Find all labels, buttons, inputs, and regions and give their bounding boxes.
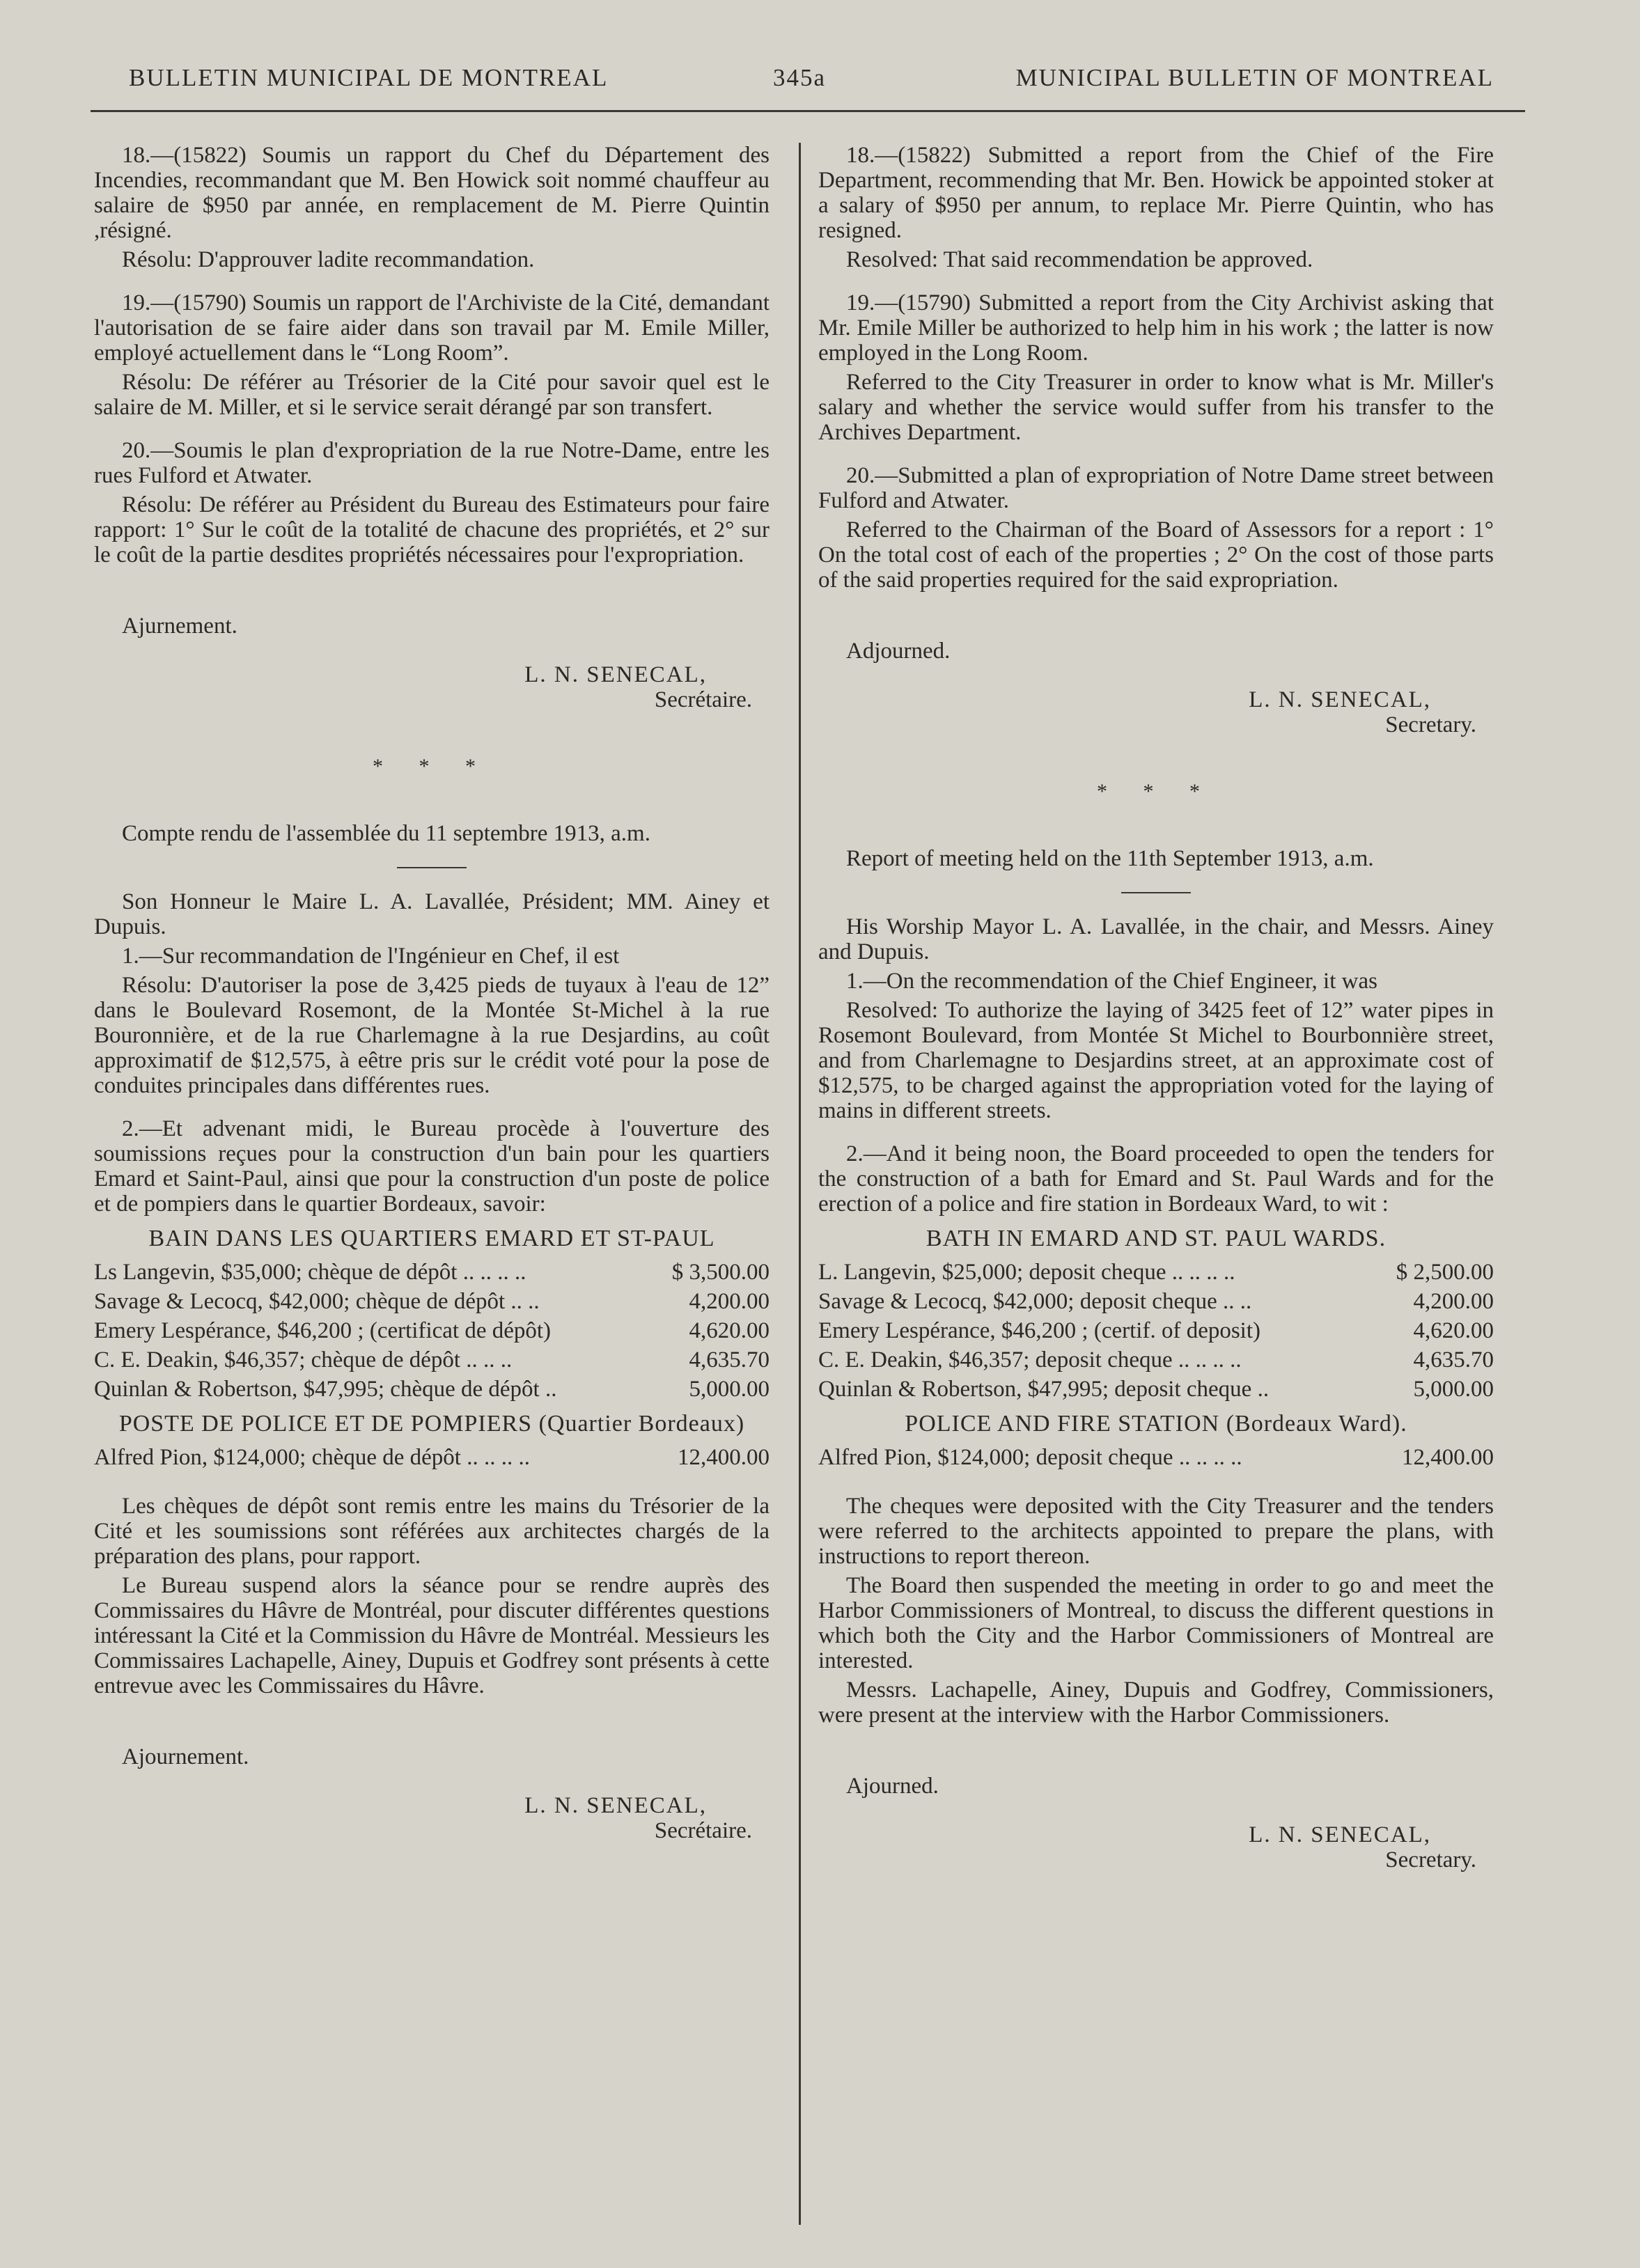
en-signature-2-title: Secretary. [1385, 1847, 1476, 1872]
tender-name: C. E. Deakin, $46,357; deposit cheque .. .. .. .. [818, 1347, 1242, 1372]
en-item-1-intro: 1.—On the recommendation of the Chief Engineer, it was [846, 969, 1377, 994]
tender-name: Emery Lespérance, $46,200 ; (certificat de dépôt) [94, 1318, 552, 1343]
fr-item-2: 2.—Et advenant midi, le Bureau procède à l'ouverture des soumissions reçues pour la construction d'un bain pour les quartiers Emard et Saint-Paul, ainsi que pour la construction d'un poste de police et de pompiers dans le quartier Bordeaux, savoir: [94, 1116, 770, 1217]
fr-meeting-title: Compte rendu de l'assemblée du 11 septembre 1913, a.m. [122, 821, 650, 846]
en-bath-heading: BATH IN EMARD AND ST. PAUL WARDS. [926, 1226, 1387, 1251]
en-adjournment-2: Ajourned. [846, 1774, 939, 1799]
header-left-title: BULLETIN MUNICIPAL DE MONTREAL [129, 64, 609, 91]
tender-name: Quinlan & Robertson, $47,995; chèque de dépôt .. [94, 1377, 557, 1402]
tender-name: Savage & Lecocq, $42,000; chèque de dépôt .. .. [94, 1289, 540, 1314]
running-header [129, 64, 1494, 99]
tender-row [818, 1260, 1494, 1285]
en-short-rule [1121, 892, 1191, 893]
fr-resolution-20: Résolu: De référer au Président du Bureau des Estimateurs pour faire rapport: 1° Sur le coût de la totalité de chacune des propriétés, et 2° sur le coût de la partie desdites propriétés nécessaires pour l'expropriation. [94, 492, 770, 568]
tender-amount: 4,635.70 [1413, 1347, 1494, 1372]
column-divider [799, 143, 801, 2225]
fr-signature-2-name: L. N. SENECAL, [524, 1793, 707, 1818]
en-signature-1-title: Secretary. [1385, 712, 1476, 737]
tender-amount: 4,635.70 [689, 1347, 770, 1372]
tender-name: Alfred Pion, $124,000; chèque de dépôt .. .. .. .. [94, 1445, 530, 1470]
tender-row [818, 1318, 1494, 1343]
tender-name: Emery Lespérance, $46,200 ; (certif. of deposit) [818, 1318, 1261, 1343]
en-meeting-title: Report of meeting held on the 11th September 1913, a.m. [846, 846, 1374, 871]
en-adjournment-1: Adjourned. [846, 639, 951, 664]
fr-short-rule [397, 867, 467, 868]
english-column [818, 143, 1494, 1872]
tender-row [94, 1289, 770, 1314]
header-rule [91, 110, 1525, 112]
tender-row [94, 1377, 770, 1402]
fr-station-heading: POSTE DE POLICE ET DE POMPIERS (Quartier Bordeaux) [118, 1411, 745, 1437]
tender-name: L. Langevin, $25,000; deposit cheque .. .. .. .. [818, 1260, 1235, 1285]
tender-amount: 4,200.00 [689, 1289, 770, 1314]
en-cheques-paragraph: The cheques were deposited with the City Treasurer and the tenders were referred to the architects appointed to prepare the plans, with instructions to report thereon. [818, 1494, 1494, 1569]
en-section-separator: * * * [1097, 780, 1215, 803]
page-number: 345a [773, 64, 827, 91]
fr-bath-heading: BAIN DANS LES QUARTIERS EMARD ET ST-PAUL [148, 1226, 715, 1251]
tender-amount: 12,400.00 [678, 1445, 770, 1470]
tender-amount: 4,620.00 [1413, 1318, 1494, 1343]
fr-adjournment-1: Ajurnement. [122, 613, 237, 639]
tender-name: Savage & Lecocq, $42,000; deposit cheque .. .. [818, 1289, 1252, 1314]
en-item-1-resolution: Resolved: To authorize the laying of 3425 feet of 12” water pipes in Rosemont Boulevard, from Montée St Michel to Bourbonnière street, and from Charlemagne to Desjardins street, at an approximate cost of $12,575, to be charged against the appropriation voted for the laying of mains in different streets. [818, 998, 1494, 1123]
fr-item-18: 18.—(15822) Soumis un rapport du Chef du Département des Incendies, recommandant que M. Ben Howick soit nommé chauffeur au salaire de $950 par année, en remplacement de M. Pierre Quintin ,résigné. [94, 143, 770, 243]
fr-adjournment-2: Ajournement. [122, 1744, 249, 1769]
fr-harbor-paragraph: Le Bureau suspend alors la séance pour se rendre auprès des Commissaires du Hâvre de Montréal, pour discuter différentes questions intéressant la Cité et la Commission du Hâvre de Montréal. Messieurs les Commissaires Lachapelle, Ainey, Dupuis et Godfrey sont présents à cette entrevue avec les Commissaires du Hâvre. [94, 1573, 770, 1698]
tender-row [94, 1318, 770, 1343]
en-resolution-20: Referred to the Chairman of the Board of Assessors for a report : 1° On the total cost of each of the properties ; 2° On the cost of those parts of the said properties required for the said expropriation. [818, 517, 1494, 593]
en-bath-tenders [818, 1260, 1494, 1402]
fr-item-20: 20.—Soumis le plan d'expropriation de la rue Notre-Dame, entre les rues Fulford et Atwater. [94, 438, 770, 488]
tender-amount: 4,200.00 [1413, 1289, 1494, 1314]
tender-amount: 12,400.00 [1402, 1445, 1494, 1470]
tender-row [818, 1377, 1494, 1402]
en-signature-1-name: L. N. SENECAL, [1249, 687, 1431, 712]
fr-bath-tenders [94, 1260, 770, 1402]
tender-row [94, 1260, 770, 1285]
tender-row [818, 1289, 1494, 1314]
fr-attendance: Son Honneur le Maire L. A. Lavallée, Président; MM. Ainey et Dupuis. [94, 889, 770, 939]
fr-resolution-19: Résolu: De référer au Trésorier de la Cité pour savoir quel est le salaire de M. Miller, et si le service serait dérangé par son transfert. [94, 370, 770, 420]
fr-signature-1-name: L. N. SENECAL, [524, 662, 707, 687]
fr-cheques-paragraph: Les chèques de dépôt sont remis entre les mains du Trésorier de la Cité et les soumissions sont référées aux architectes chargés de la préparation des plans, pour rapport. [94, 1494, 770, 1569]
tender-row [818, 1347, 1494, 1372]
en-commissioners-paragraph: Messrs. Lachapelle, Ainey, Dupuis and Godfrey, Commissioners, were present at the interview with the Harbor Commissioners. [818, 1677, 1494, 1728]
fr-signature-1-title: Secrétaire. [654, 687, 752, 712]
en-signature-2-name: L. N. SENECAL, [1249, 1822, 1431, 1847]
tender-name: Alfred Pion, $124,000; deposit cheque .. .. .. .. [818, 1445, 1242, 1470]
tender-amount: 5,000.00 [1413, 1377, 1494, 1402]
fr-section-separator: * * * [373, 755, 491, 778]
en-resolution-19: Referred to the City Treasurer in order to know what is Mr. Miller's salary and whether the service would suffer from his transfer to the Archives Department. [818, 370, 1494, 445]
fr-item-1-resolution: Résolu: D'autoriser la pose de 3,425 pieds de tuyaux à l'eau de 12” dans le Boulevard Rosemont, de la Montée St-Michel à la rue Bouronnière, et de la rue Charlemagne à la rue Desjardins, au coût approximatif de $12,575, à eêtre pris sur le crédit voté pour la pose de conduites principales dans différentes rues. [94, 973, 770, 1098]
fr-item-1-intro: 1.—Sur recommandation de l'Ingénieur en Chef, il est [122, 944, 620, 969]
en-resolution-18: Resolved: That said recommendation be approved. [846, 247, 1313, 272]
tender-amount: 5,000.00 [689, 1377, 770, 1402]
en-item-2: 2.—And it being noon, the Board proceeded to open the tenders for the construction of a bath for Emard and St. Paul Wards and for the erection of a police and fire station in Bordeaux Ward, to wit : [818, 1141, 1494, 1217]
en-attendance: His Worship Mayor L. A. Lavallée, in the chair, and Messrs. Ainey and Dupuis. [818, 914, 1494, 964]
tender-name: Ls Langevin, $35,000; chèque de dépôt .. .. .. .. [94, 1260, 526, 1285]
en-item-18: 18.—(15822) Submitted a report from the Chief of the Fire Department, recommending that Mr. Ben. Howick be appointed stoker at a salary of $950 per annum, to replace Mr. Pierre Quintin, who has resigned. [818, 143, 1494, 243]
tender-amount: $ 2,500.00 [1396, 1260, 1494, 1285]
en-item-20: 20.—Submitted a plan of expropriation of Notre Dame street between Fulford and Atwater. [818, 463, 1494, 513]
fr-resolution-18: Résolu: D'approuver ladite recommandation. [122, 247, 535, 272]
tender-row [94, 1445, 770, 1470]
tender-name: C. E. Deakin, $46,357; chèque de dépôt .. .. .. [94, 1347, 513, 1372]
header-right-title: MUNICIPAL BULLETIN OF MONTREAL [1015, 64, 1494, 91]
en-station-heading: POLICE AND FIRE STATION (Bordeaux Ward). [905, 1411, 1407, 1437]
en-harbor-paragraph: The Board then suspended the meeting in order to go and meet the Harbor Commissioners of Montreal, to discuss the different questions in which both the City and the Harbor Commissioners of Montreal are interested. [818, 1573, 1494, 1673]
tender-name: Quinlan & Robertson, $47,995; deposit cheque .. [818, 1377, 1270, 1402]
tender-amount: 4,620.00 [689, 1318, 770, 1343]
fr-signature-2-title: Secrétaire. [654, 1818, 752, 1843]
tender-amount: $ 3,500.00 [671, 1260, 770, 1285]
fr-item-19: 19.—(15790) Soumis un rapport de l'Archiviste de la Cité, demandant l'autorisation de se faire aider dans son travail par M. Emile Miller, employé actuellement dans le “Long Room”. [94, 290, 770, 366]
french-column [94, 143, 770, 1843]
tender-row [94, 1347, 770, 1372]
tender-row [818, 1445, 1494, 1470]
en-item-19: 19.—(15790) Submitted a report from the City Archivist asking that Mr. Emile Miller be authorized to help him in his work ; the latter is now employed in the Long Room. [818, 290, 1494, 366]
